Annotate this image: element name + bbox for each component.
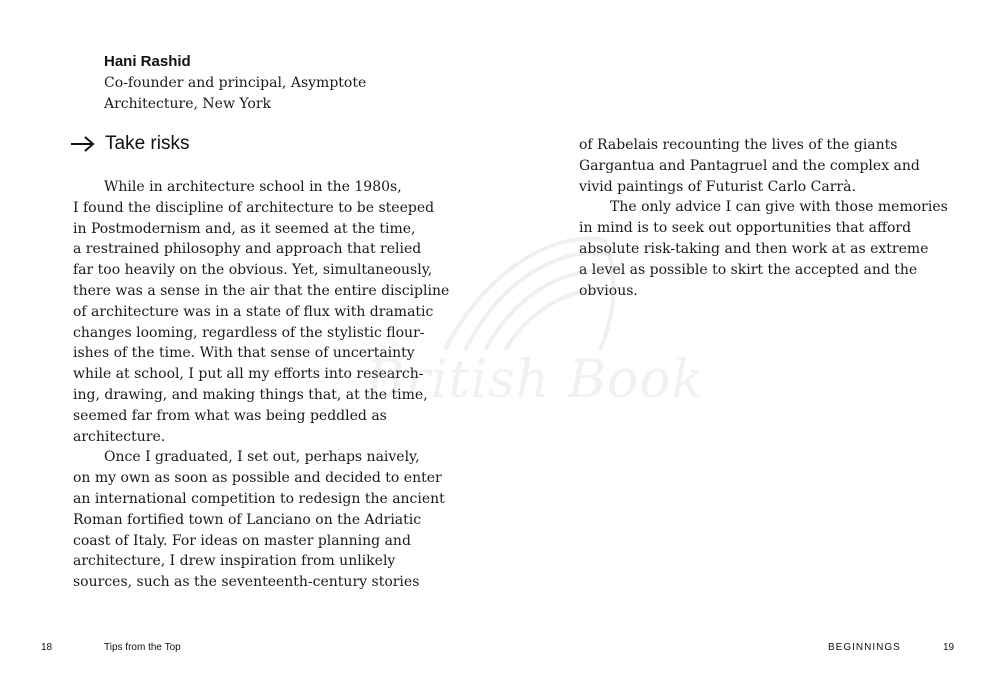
text-line: The only advice I can give with those memories	[610, 199, 948, 216]
author-name: Hani Rashid	[104, 53, 191, 70]
left-column-text	[73, 177, 450, 593]
text-line: coast of Italy. For ideas on master planning and	[73, 532, 411, 549]
text-line: on my own as soon as possible and decided to enter	[73, 470, 442, 487]
section-heading-text: Take risks	[105, 133, 190, 154]
text-line: Roman fortified town of Lanciano on the Adriatic	[73, 511, 422, 528]
author-role	[104, 73, 434, 115]
section-heading	[70, 131, 189, 157]
text-line: vivid paintings of Futurist Carlo Carrà.	[579, 178, 856, 195]
text-line: ing, drawing, and making things that, at the time,	[73, 386, 428, 403]
text-line: changes looming, regardless of the stylistic flour-	[73, 324, 425, 341]
left-page-number: 18	[41, 642, 53, 653]
text-line: Gargantua and Pantagruel and the complex and	[579, 157, 920, 174]
right-column-text	[579, 135, 948, 301]
text-line: a restrained philosophy and approach that relied	[73, 241, 422, 258]
text-line: of Rabelais recounting the lives of the giants	[579, 137, 898, 153]
text-line: in mind is to seek out opportunities that afford	[579, 220, 912, 237]
text-line: of architecture was in a state of flux with dramatic	[73, 303, 434, 320]
right-page-number: 19	[943, 642, 955, 653]
author-role-line: Architecture, New York	[104, 96, 272, 112]
left-running-head: Tips from the Top	[104, 642, 181, 653]
arrow-right-icon	[70, 134, 96, 154]
watermark-text: British Book	[365, 350, 705, 410]
text-line: far too heavily on the obvious. Yet, simultaneously,	[73, 262, 433, 279]
text-line: an international competition to redesign the ancient	[73, 490, 445, 507]
text-line: architecture, I drew inspiration from unlikely	[73, 553, 396, 570]
text-line: architecture.	[73, 428, 166, 445]
author-role-line: Co-founder and principal, Asymptote	[104, 75, 367, 91]
right-running-head: BEGINNINGS	[828, 642, 901, 653]
text-line: while at school, I put all my efforts into research-	[73, 366, 424, 383]
text-line: absolute risk-taking and then work at as extreme	[579, 240, 929, 257]
text-line: While in architecture school in the 1980s,	[104, 179, 402, 195]
text-line: ishes of the time. With that sense of uncertainty	[73, 345, 415, 362]
text-line: I found the discipline of architecture to be steeped	[73, 199, 435, 216]
text-line: seemed far from what was being peddled as	[73, 407, 387, 424]
text-line: Once I graduated, I set out, perhaps naively,	[104, 449, 420, 466]
text-line: in Postmodernism and, as it seemed at the time,	[73, 220, 416, 237]
text-line: obvious.	[579, 282, 638, 299]
text-line: there was a sense in the air that the entire discipline	[73, 282, 450, 299]
text-line: sources, such as the seventeenth-century stories	[73, 574, 420, 591]
text-line: a level as possible to skirt the accepted and the	[579, 261, 918, 278]
